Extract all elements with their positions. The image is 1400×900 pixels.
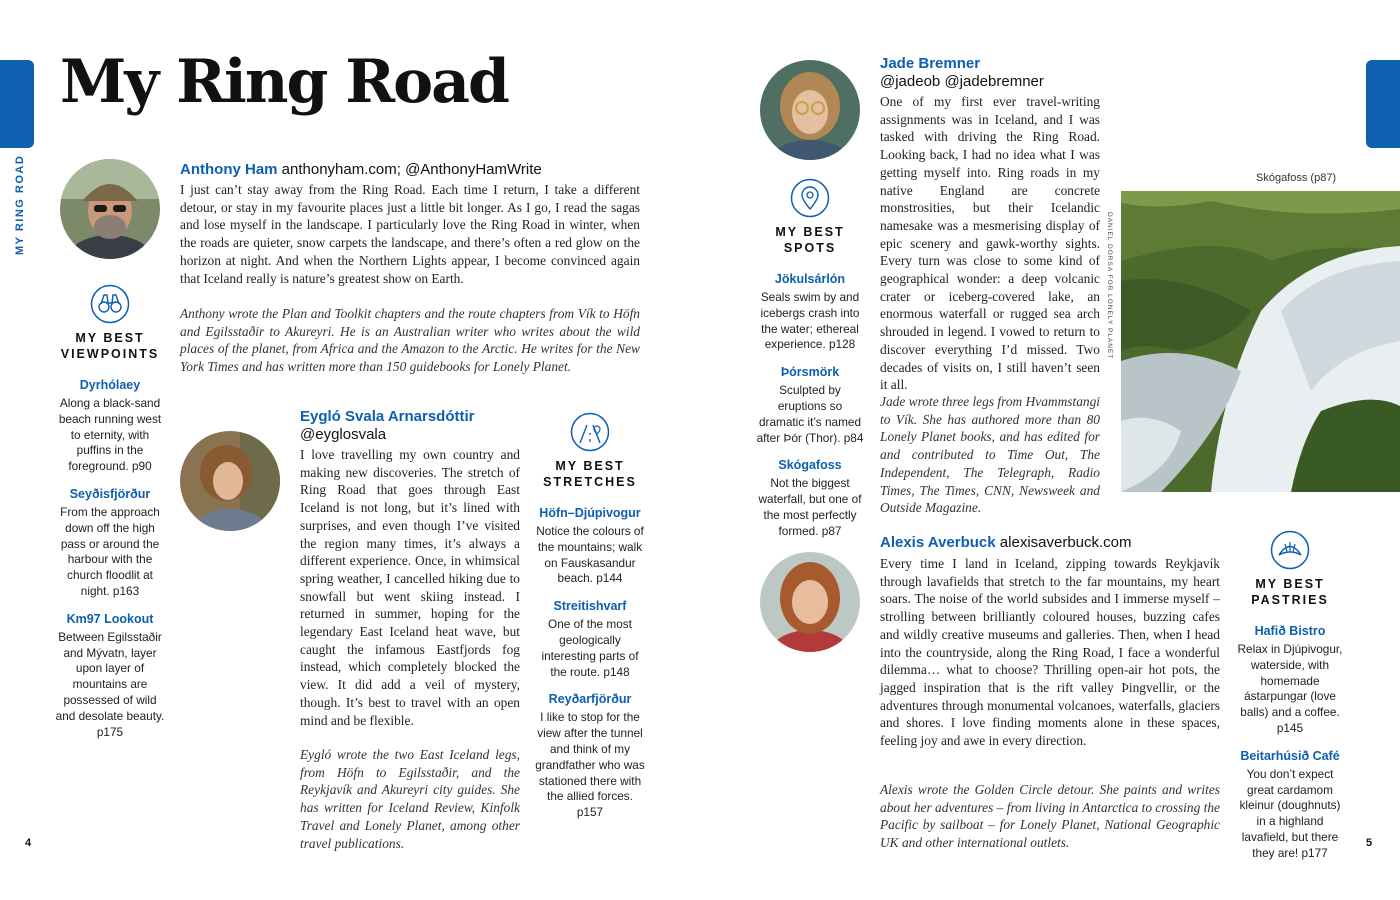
place-desc: Sculpted by eruptions so dramatic it’s named after Þór (Thor). p84 [756, 383, 864, 445]
place-desc: Seals swim by and icebergs crash into the water; ethereal experience. p128 [760, 290, 860, 352]
photo-credit: DANIEL DORSA FOR LONELY PLANET [1106, 212, 1113, 360]
place-name: Seyðisfjörður [69, 486, 151, 501]
place-desc: Notice the colours of the mountains; walk on Fauskasandur beach. p144 [536, 524, 644, 586]
author-bio: Alexis wrote the Golden Circle detour. She paints and writes about her adventures – from living in Antarctica to crossing the Pacific by sailboat – for Lonely Planet, National Geographic UK and other international outlets. [880, 782, 1220, 851]
author-body-text: One of my first ever travel-writing assignments was in Iceland, and I was tasked with driving the Ring Road. Looking back, I had no idea what I was getting myself into. Ring roads in my native England are concrete monstrosities, but their Icelandic namesake was a mesmerising display of epic scenery and gawk-worthy sights. Every turn was close to some kind of geographical wonder: a deep volcanic crater or iceberg-covered lake, an enormous waterfall or rugged sea arch shrouded in legend. I vowed to return to discover everything I’d missed. Two decades of visits on, I still haven’t seen it all. [880, 94, 1100, 393]
author-body [880, 555, 1220, 750]
sidebar-viewpoints [55, 284, 165, 740]
sidebar-spots [755, 178, 865, 540]
avatar-jade [760, 60, 860, 160]
place-name: Km97 Lookout [66, 611, 154, 626]
author-name: Jade Bremner [880, 55, 981, 72]
sidebar-heading: MY BEST PASTRIES [1251, 577, 1329, 607]
place-name: Skógafoss [778, 458, 842, 473]
author-handle: @jadeob @jadebremner [880, 73, 1044, 90]
place-desc: Along a black-sand beach running west to eternity, with puffins in the foreground. p90 [58, 396, 162, 474]
author-body [880, 93, 1100, 394]
author-body [180, 181, 640, 287]
section-tab-left [0, 60, 34, 148]
author-line-jade [880, 55, 1044, 91]
author-body [300, 446, 520, 729]
sidebar-heading: MY BEST VIEWPOINTS [60, 331, 160, 361]
place-name: Beitarhúsið Café [1240, 748, 1340, 763]
place-name: Jökulsárlón [774, 272, 846, 286]
author-name: Anthony Ham [180, 161, 278, 178]
avatar-anthony [60, 159, 160, 259]
place-name: Streitishvarf [553, 599, 627, 614]
place-name: Þórsmörk [780, 365, 840, 380]
author-handle: @eyglosvala [300, 426, 387, 443]
author-bio: Anthony wrote the Plan and Toolkit chapters and the route chapters from Vík to Höfn and Egilsstaðir to Akureyri. He is an Australian writer who writes about the wild places of the planet, from Africa and the Amazon to the Arctic. He writes for the New York Times and has written more than 150 guidebooks for Lonely Planet. [180, 306, 640, 375]
location-pin-icon [790, 178, 830, 218]
sidebar-heading: MY BEST STRETCHES [543, 459, 637, 489]
sidebar-stretches [535, 412, 645, 821]
author-handle: anthonyham.com; @AnthonyHamWrite [281, 161, 542, 178]
author-name: Eygló Svala Arnarsdóttir [300, 408, 475, 425]
waterfall-photo [1121, 191, 1400, 492]
place-desc: Not the biggest waterfall, but one of the most perfectly formed. p87 [758, 476, 862, 538]
sidebar-heading: MY BEST SPOTS [775, 225, 845, 255]
author-body-text: I love travelling my own country and making new discoveries. The stretch of Ring Road that goes through East Iceland is not long, but it’s lined with surprises, and even though I’ve visited the region many times, it’s always a different experience. Once, in whimsical spring weather, I cancelled hiking due to snowfall but went skiing instead. I returned in summer, hoping for the legendary East Iceland heat wave, but caught the infamous Eastfjords fog instead, which completely blocked the view. It did add a veil of mystery, though. It’s best to travel with an open mind and be flexible. [300, 447, 520, 728]
avatar-eyglo [180, 431, 280, 531]
author-bio: Jade wrote three legs from Hvammstangi to Vík. She has authored more than 80 Lonely Planet books, and has edited for and contributed to Time Out, The Independent, The Telegraph, Radio Times, The Times, CNN, Newsweek and Outside Magazine. [880, 394, 1100, 516]
place-name: Dyrhólaey [79, 378, 141, 392]
author-handle: alexisaverbuck.com [999, 534, 1132, 551]
sidebar-pastries [1235, 530, 1345, 862]
road-pin-icon [570, 412, 610, 452]
page-title: My Ring Road [60, 47, 509, 117]
author-line-anthony [180, 161, 542, 179]
photo-caption: Skógafoss (p87) [1256, 172, 1337, 184]
place-desc: One of the most geologically interesting parts of the route. p148 [541, 617, 639, 679]
place-desc: You don’t expect great cardamom kleinur (doughnuts) in a highland lavafield, but there they are! p177 [1239, 766, 1341, 860]
binoculars-icon [90, 284, 130, 324]
author-line-eyglo [300, 408, 475, 444]
place-name: Reyðarfjörður [548, 692, 632, 707]
place-name: Hafið Bistro [1254, 624, 1326, 638]
author-body-text: Every time I land in Iceland, zipping towards Reykjavík through lavafields that stretch to the far mountains, my heart soars. The noise of the world subsides and I immerse myself – strolling between brilliantly coloured houses, buzzing cafes and wildly creative museums and galleries. Then, when I head into the countryside, along the Ring Road, I face a wonderful dilemma… what to choose? Thrilling open-air hot pots, the jagged inspiration that is the rift valley Þingvellir, or the adventures through monumental volcanoes, waterfalls, glaciers and shores. I love finding moments alone in these spaces, feeling joy and awe in every direction. [880, 556, 1220, 749]
page-number-right: 5 [1366, 837, 1373, 849]
avatar-alexis [760, 552, 860, 652]
section-label: MY RING ROAD [14, 154, 26, 255]
place-desc: I like to stop for the view after the tunnel and think of my grandfather who was stationed there with the allied forces. p157 [535, 710, 645, 820]
croissant-icon [1270, 530, 1310, 570]
author-line-alexis [880, 534, 1132, 552]
place-desc: From the approach down off the high pass or around the harbour with the church floodlit at night. p163 [60, 504, 160, 598]
author-body-text: I just can’t stay away from the Ring Road. Each time I return, I take a different detour, or stay in my favourite places just a little bit longer. As I go, I read the sagas and lose myself in the landscape. I particularly love the Ring Road in winter, when the roads are quieter, snow carpets the landscape, and there’s often a red glow on the horizon at night. And when the Northern Lights appear, I become convinced again that Iceland really is nature’s greatest show on Earth. [180, 182, 640, 286]
place-desc: Between Egilsstaðir and Mývatn, layer upon layer of mountains are possessed of wild and desolate beauty. p175 [55, 629, 165, 739]
section-tab-right [1366, 60, 1400, 148]
author-bio: Eygló wrote the two East Iceland legs, from Höfn to Egilsstaðir, and the Reykjavík and Akureyri city guides. She has written for Iceland Review, Kinfolk Travel and Lonely Planet, among other travel publications. [300, 747, 520, 851]
place-name: Höfn–Djúpivogur [539, 506, 641, 520]
place-desc: Relax in Djúpivogur, waterside, with homemade ástarpungar (love balls) and a coffee. p145 [1237, 642, 1343, 735]
author-name: Alexis Averbuck [880, 534, 996, 551]
page-number-left: 4 [25, 837, 32, 849]
